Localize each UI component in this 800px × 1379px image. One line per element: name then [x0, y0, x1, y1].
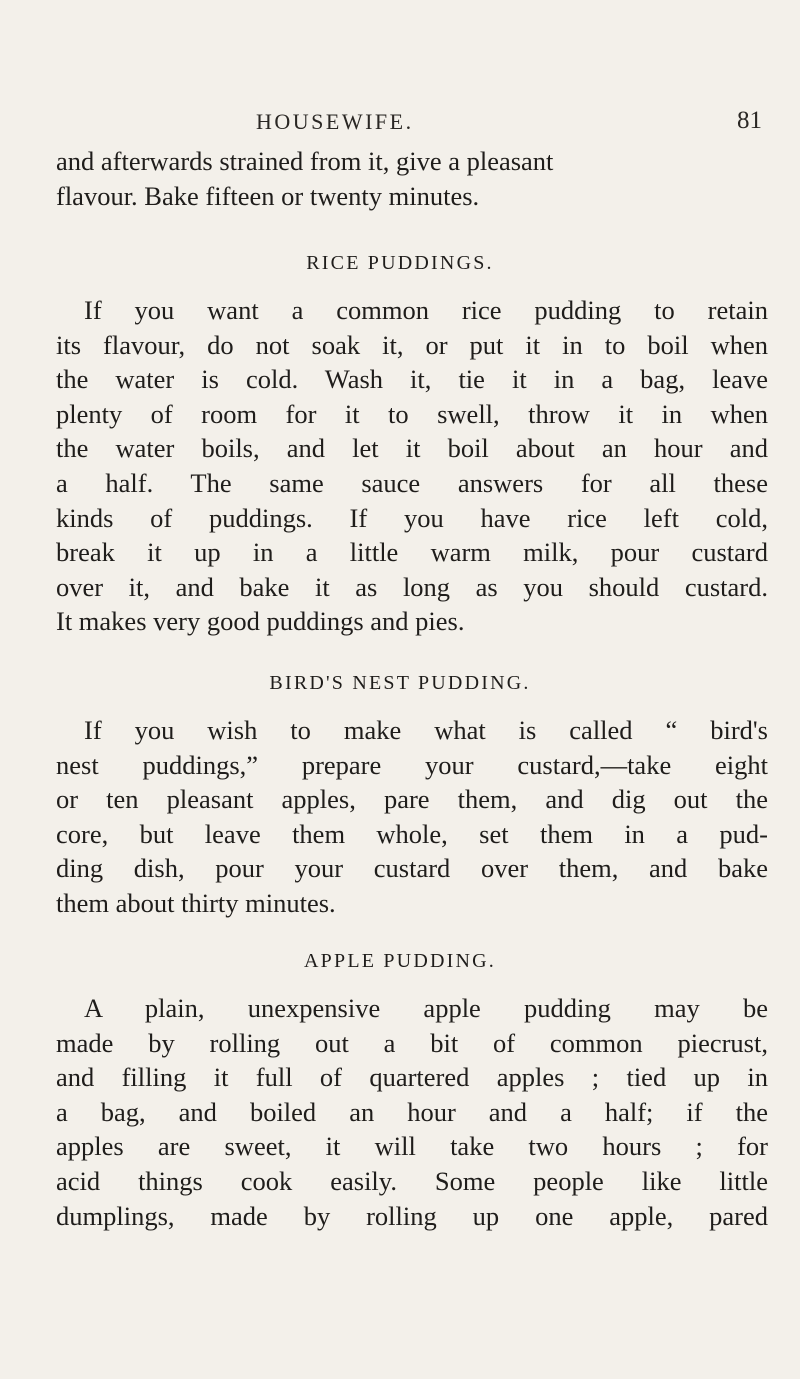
text-line: and afterwards strained from it, give a pleasant: [56, 146, 554, 176]
text-line: If you want a common rice pudding to retain: [84, 295, 768, 325]
page-header: [182, 109, 762, 139]
section-heading-apple-pudding: APPLE PUDDING.: [304, 950, 496, 972]
text-line: over it, and bake it as long as you should custard.: [56, 571, 768, 602]
text-line: break it up in a little warm milk, pour custard: [56, 537, 768, 568]
text-line: a bag, and boiled an hour and a half; if the: [56, 1096, 768, 1127]
text-line: apples are sweet, it will take two hours ; for: [56, 1131, 768, 1162]
text-line: its flavour, do not soak it, or put it in to boil when: [56, 329, 768, 360]
text-line: It makes very good puddings and pies.: [56, 606, 465, 637]
text-line: made by rolling out a bit of common piecrust,: [56, 1027, 768, 1058]
section-heading-birds-nest-pudding: BIRD'S NEST PUDDING.: [269, 672, 531, 694]
text-line: If you wish to make what is called “ bird's: [84, 715, 768, 745]
text-line: the water boils, and let it boil about an hour and: [56, 433, 768, 464]
birds-nest-pudding-paragraph: [56, 713, 768, 921]
text-line: nest puddings,” prepare your custard,—take eight: [56, 749, 768, 780]
text-line: the water is cold. Wash it, tie it in a bag, leave: [56, 364, 768, 395]
section-heading-rice-puddings: RICE PUDDINGS.: [306, 252, 494, 274]
running-head: HOUSEWIFE.: [256, 109, 414, 134]
apple-pudding-paragraph: [56, 991, 768, 1233]
text-line: flavour. Bake fifteen or twenty minutes.: [56, 180, 480, 211]
text-line: A plain, unexpensive apple pudding may be: [84, 993, 768, 1023]
text-line: or ten pleasant apples, pare them, and dig out the: [56, 784, 768, 815]
text-line: plenty of room for it to swell, throw it in when: [56, 398, 768, 429]
text-line: ding dish, pour your custard over them, and bake: [56, 853, 768, 884]
text-line: acid things cook easily. Some people like little: [56, 1165, 768, 1196]
text-line: dumplings, made by rolling up one apple, pared: [56, 1200, 768, 1231]
text-line: them about thirty minutes.: [56, 887, 336, 918]
continuation-paragraph: [56, 144, 768, 213]
rice-puddings-paragraph: [56, 293, 768, 639]
text-line: core, but leave them whole, set them in a pud-: [56, 818, 768, 849]
text-line: and filling it full of quartered apples ; tied up in: [56, 1062, 768, 1093]
text-line: kinds of puddings. If you have rice left cold,: [56, 502, 768, 533]
page-number: 81: [737, 107, 762, 134]
text-line: a half. The same sauce answers for all these: [56, 467, 768, 498]
